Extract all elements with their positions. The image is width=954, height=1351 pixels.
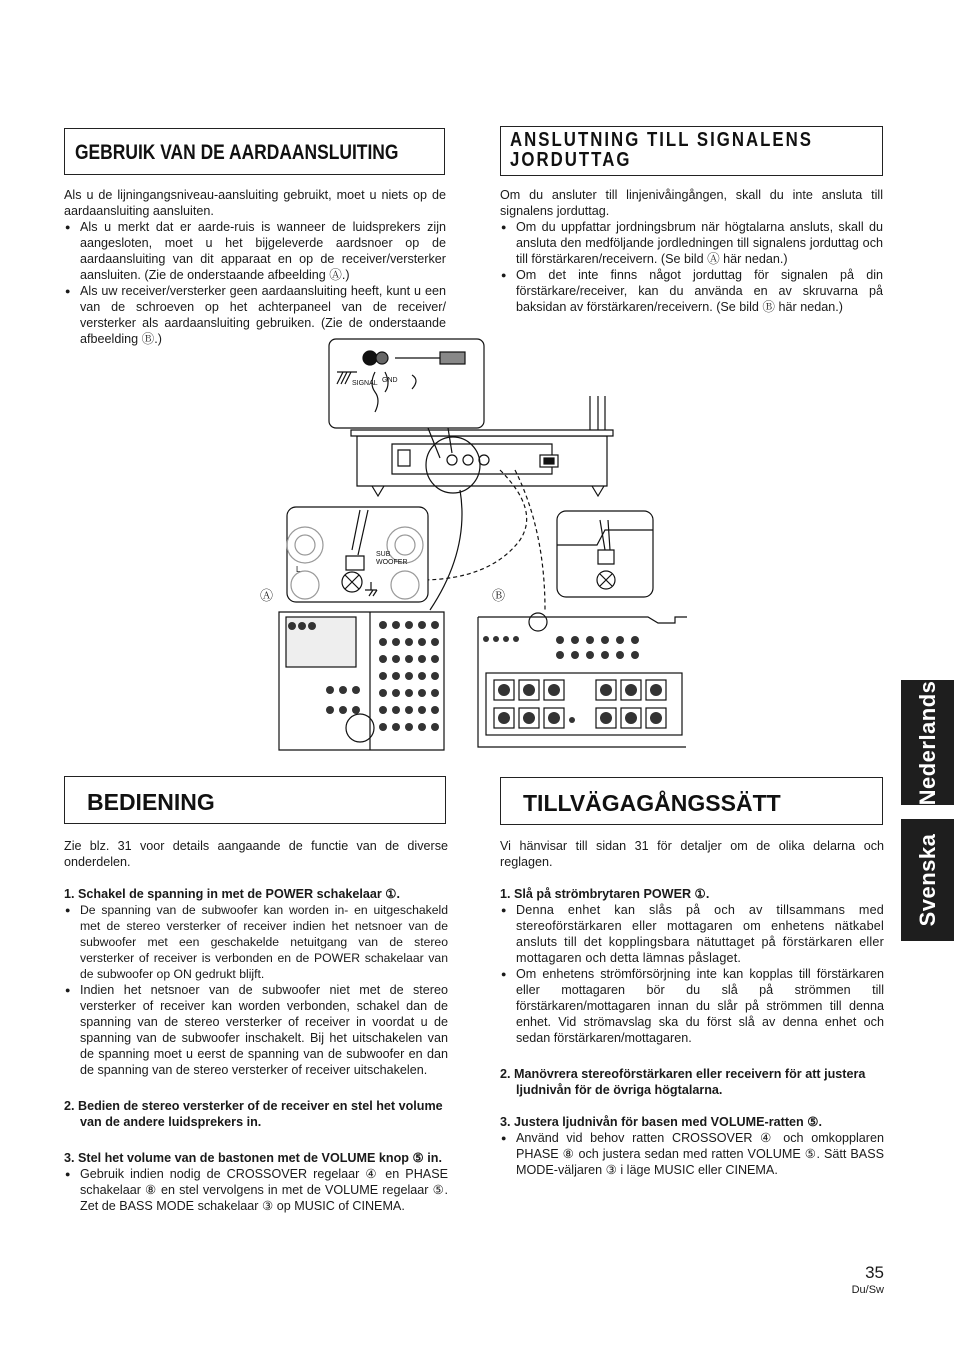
side-tab-nederlands bbox=[901, 680, 954, 805]
intro-paragraph: Vi hänvisar till sidan 31 för detaljer om de olika delarna och reglagen. bbox=[500, 839, 884, 869]
step-heading: 1. Slå på strömbrytaren POWER ①. bbox=[500, 887, 710, 901]
intro-paragraph: Om du ansluter till linjenivåingången, skall du inte ansluta till signalens jorduttag. bbox=[500, 188, 883, 218]
side-tab-label: Svenska bbox=[914, 833, 940, 927]
heading-aardaansluiting: GEBRUIK VAN DE AARDAANSLUITING bbox=[75, 141, 399, 164]
right-section-1 bbox=[500, 187, 883, 315]
sub-label: SUB bbox=[376, 551, 391, 558]
heading-box-bediening bbox=[64, 776, 446, 824]
bullet-item: ● Använd vid behov ratten CROSSOVER ④ och omkopplaren PHASE ⑧ och justera sedan med ratten VOLUME ⑤. Sätt BASS MODE-väljaren ③ i läge MUSIC eller CINEMA. bbox=[500, 1130, 884, 1178]
heading-bediening: BEDIENING bbox=[87, 789, 215, 815]
bullet-item: ● Indien het netsnoer van de subwoofer niet met de stereo versterker of receiver kan worden verbonden, schakel dan de spanning van de stereo versterker of receiver in voordat u de spanning van de subwoofer inschakelt. Bij het uitschakelen van de spanning moet u eerst de spanning van de subwoofer en dan de spanning van de stereo versterker of receiver uitschakelen. bbox=[64, 982, 448, 1078]
signal-label: SIGNAL bbox=[352, 380, 378, 387]
heading-box-aardaansluiting bbox=[64, 128, 445, 175]
bullet-item: ● Om det inte finns något jorduttag för signalen på din förstärkare/receiver, kan du använda en av skruvarna på baksidan av förstärkaren/receivern. (Se bild Ⓑ här nedan.) bbox=[500, 267, 883, 315]
side-tab-svenska bbox=[901, 819, 954, 941]
bullet-item: ● Gebruik indien nodig de CROSSOVER regelaar ④ en PHASE schakelaar ⑧ en stel vervolgens in met de VOLUME regelaar ⑤. Zet de BASS MODE schakelaar ③ op MUSIC of CINEMA. bbox=[64, 1166, 448, 1214]
step-heading: 3. Justera ljudnivån för basen med VOLUME-ratten ⑤. bbox=[500, 1115, 823, 1129]
left-section-2 bbox=[64, 838, 448, 1214]
right-section-2 bbox=[500, 838, 884, 1178]
intro-paragraph: Als u de lijningangsniveau-aansluiting gebruikt, moet u niets op de aardaansluiting aansluiten. bbox=[64, 188, 446, 218]
bullet-item: ● Om du uppfattar jordningsbrum när högtalarna ansluts, skall du ansluta den medföljande jordledningen till signalens jorduttag och till förstärkaren/receivern. (Se bild Ⓐ här nedan.) bbox=[500, 219, 883, 267]
bullet-item: ● Om enhetens strömförsörjning inte kan kopplas till förstärkaren eller mottagaren bör du slå på strömmen till förstärkaren/mottagaren innan du slår på strömmen till denna enhet. Vid strömavslag ska du först slå av denna enhet och sedan förstärkaren/mottagaren. bbox=[500, 966, 884, 1046]
step-heading: 2. Manövrera stereoförstärkaren eller receivern för att justera ljudnivån för de övriga högtalarna. bbox=[500, 1067, 866, 1097]
language-code: Du/Sw bbox=[851, 1284, 884, 1296]
label-b: Ⓑ bbox=[492, 588, 506, 603]
step-heading: 2. Bedien de stereo versterker of de receiver en stel het volume van de andere luidsprekers in. bbox=[64, 1099, 443, 1129]
ground-terminal-icon bbox=[363, 351, 377, 365]
heading-jorduttag: ANSLUTNING TILL SIGNALENS JORDUTTAG bbox=[510, 129, 814, 171]
woofer-label: WOOFER bbox=[376, 559, 408, 566]
bullet-item: ● De spanning van de subwoofer kan worden in- en uitgeschakeld met de stereo versterker of receiver indien het netsnoer van de subwoofer met een geschakelde netuitgang van de stereo versterker of receiver is verbonden en de POWER schakelaar van de subwoofer op ON gedrukt blijft. bbox=[64, 902, 448, 982]
page-number: 35 bbox=[865, 1263, 884, 1282]
side-tab-label: Nederlands bbox=[914, 680, 940, 805]
intro-paragraph: Zie blz. 31 voor details aangaande de functie van de diverse onderdelen. bbox=[64, 839, 448, 869]
left-section-1 bbox=[64, 187, 446, 347]
l-label: L bbox=[296, 565, 301, 574]
heading-tillvagagangssatt: TILLVÄGAGÅNGSSÄTT bbox=[523, 790, 781, 816]
label-a: Ⓐ bbox=[260, 588, 274, 603]
step-heading: 3. Stel het volume van de bastonen met de VOLUME knop ⑤ in. bbox=[64, 1151, 442, 1165]
bullet-item: ● Als uw receiver/versterker geen aardaansluiting heeft, kunt u een van de schroeven op het achterpaneel van de receiver/ versterker als aardaansluiting gebruiken. (Zie de onderstaande afbeelding Ⓑ.) bbox=[64, 283, 446, 347]
heading-box-jorduttag bbox=[500, 126, 883, 176]
step-heading: 1. Schakel de spanning in met de POWER schakelaar ①. bbox=[64, 887, 401, 901]
heading-box-tillvagagangssatt bbox=[500, 777, 883, 825]
gnd-label: GND bbox=[382, 377, 398, 384]
grounding-connection-figure bbox=[255, 335, 705, 755]
bullet-item: ● Denna enhet kan slås på och av tillsammans med stereoförstärkaren eller mottagaren om enhetens nätkabel ansluts till det kopplingsbara nätuttaget på förstärkaren eller mottagaren och detta lämnas påslaget. bbox=[500, 902, 884, 966]
bullet-item: ● Als u merkt dat er aarde-ruis is wanneer de luidsprekers zijn aangesloten, moet u het bijgeleverde aardsnoer op de aardaansluiting van dit apparaat en op de receiver/versterker aansluiten. (Zie de onderstaande afbeelding Ⓐ.) bbox=[64, 219, 446, 283]
